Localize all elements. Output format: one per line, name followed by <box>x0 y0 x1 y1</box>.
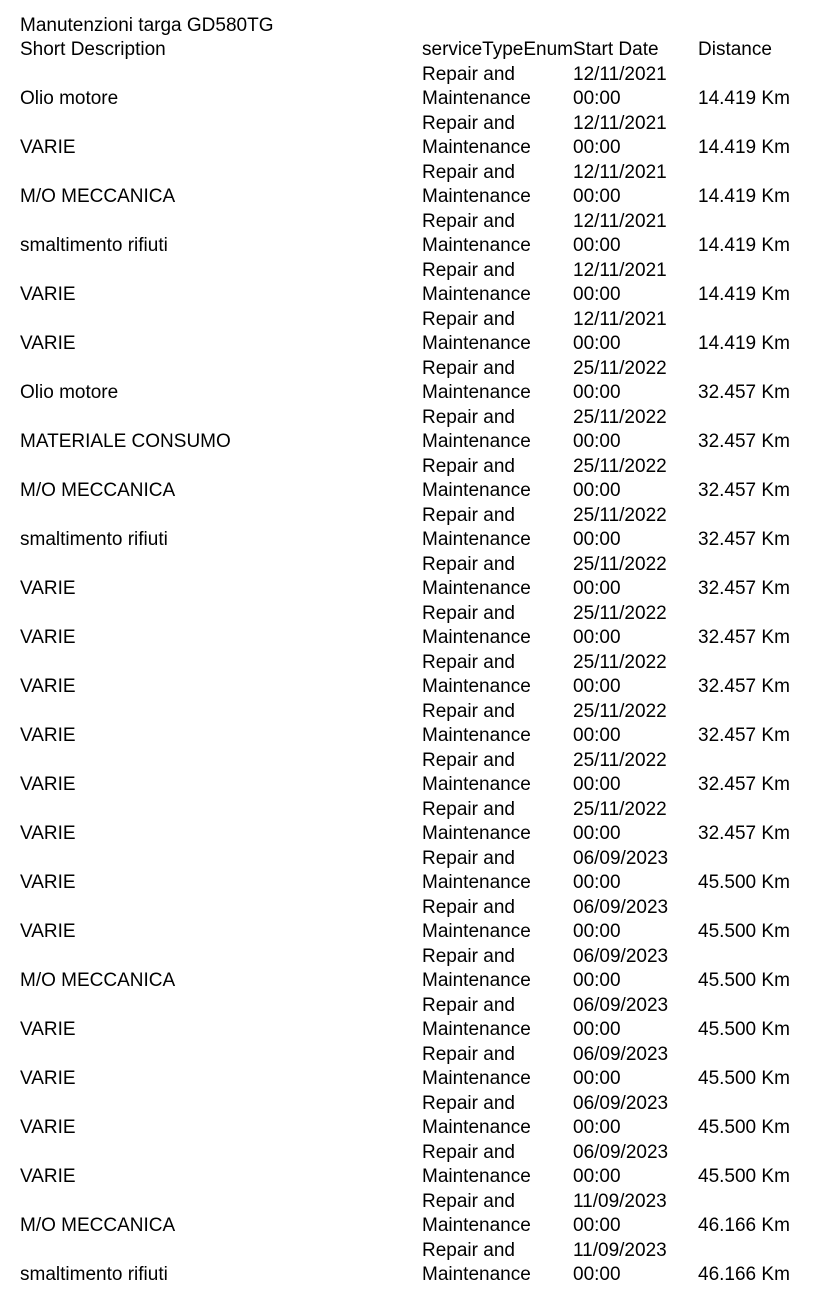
start-date-day: 12/11/2021 <box>573 112 667 134</box>
cell-short-description: VARIE <box>20 725 76 746</box>
start-date-day: 25/11/2022 <box>573 651 667 673</box>
table-row <box>20 749 818 798</box>
cell-start-date <box>573 945 698 994</box>
column-header-short-description: Short Description <box>20 39 166 60</box>
cell-service-type <box>422 1141 573 1190</box>
start-date-time: 00:00 <box>573 676 621 697</box>
cell-service-type <box>422 357 573 406</box>
start-date-day: 25/11/2022 <box>573 798 667 820</box>
cell-distance: 45.500 Km <box>698 1117 790 1138</box>
cell-distance: 45.500 Km <box>698 872 790 893</box>
service-type-line-2: Maintenance <box>422 1264 531 1285</box>
table-row <box>20 1043 818 1092</box>
service-type-line-1: Repair and <box>422 1190 515 1212</box>
cell-short-description: M/O MECCANICA <box>20 186 176 207</box>
start-date-time: 00:00 <box>573 382 621 403</box>
cell-service-type <box>422 602 573 651</box>
cell-service-type <box>422 749 573 798</box>
cell-service-type <box>422 63 573 112</box>
table-row <box>20 553 818 602</box>
table-row <box>20 455 818 504</box>
start-date-time: 00:00 <box>573 529 621 550</box>
table-header-row <box>20 38 818 63</box>
cell-distance: 32.457 Km <box>698 382 790 403</box>
service-type-line-1: Repair and <box>422 504 515 526</box>
service-type-line-2: Maintenance <box>422 774 531 795</box>
cell-start-date <box>573 504 698 553</box>
start-date-time: 00:00 <box>573 137 621 158</box>
table-row <box>20 210 818 259</box>
cell-distance: 32.457 Km <box>698 529 790 550</box>
cell-service-type <box>422 406 573 455</box>
service-type-line-2: Maintenance <box>422 235 531 256</box>
start-date-time: 00:00 <box>573 88 621 109</box>
cell-distance: 32.457 Km <box>698 725 790 746</box>
cell-start-date <box>573 406 698 455</box>
table-row <box>20 602 818 651</box>
start-date-day: 25/11/2022 <box>573 700 667 722</box>
start-date-day: 25/11/2022 <box>573 749 667 771</box>
cell-service-type <box>422 455 573 504</box>
cell-service-type <box>422 847 573 896</box>
cell-distance: 45.500 Km <box>698 970 790 991</box>
service-type-line-2: Maintenance <box>422 1068 531 1089</box>
table-row <box>20 1092 818 1141</box>
start-date-day: 11/09/2023 <box>573 1190 667 1212</box>
cell-service-type <box>422 1239 573 1288</box>
maintenance-table <box>20 38 818 1288</box>
start-date-day: 25/11/2022 <box>573 602 667 624</box>
cell-start-date <box>573 896 698 945</box>
cell-distance: 32.457 Km <box>698 480 790 501</box>
cell-service-type <box>422 896 573 945</box>
cell-service-type <box>422 161 573 210</box>
service-type-line-1: Repair and <box>422 259 515 281</box>
service-type-line-1: Repair and <box>422 1239 515 1261</box>
service-type-line-1: Repair and <box>422 847 515 869</box>
cell-distance: 32.457 Km <box>698 774 790 795</box>
service-type-line-1: Repair and <box>422 798 515 820</box>
service-type-line-2: Maintenance <box>422 529 531 550</box>
table-row <box>20 700 818 749</box>
cell-short-description: VARIE <box>20 627 76 648</box>
cell-start-date <box>573 749 698 798</box>
table-row <box>20 308 818 357</box>
table-body <box>20 63 818 1288</box>
service-type-line-2: Maintenance <box>422 1117 531 1138</box>
service-type-line-1: Repair and <box>422 553 515 575</box>
cell-service-type <box>422 1043 573 1092</box>
cell-short-description: smaltimento rifiuti <box>20 529 168 550</box>
column-header-start-date: Start Date <box>573 39 659 60</box>
start-date-time: 00:00 <box>573 627 621 648</box>
service-type-line-1: Repair and <box>422 63 515 85</box>
cell-service-type <box>422 112 573 161</box>
start-date-day: 25/11/2022 <box>573 504 667 526</box>
service-type-line-2: Maintenance <box>422 333 531 354</box>
cell-start-date <box>573 1141 698 1190</box>
cell-short-description: VARIE <box>20 823 76 844</box>
cell-start-date <box>573 651 698 700</box>
cell-start-date <box>573 1190 698 1239</box>
cell-short-description: VARIE <box>20 676 76 697</box>
service-type-line-2: Maintenance <box>422 872 531 893</box>
cell-short-description: smaltimento rifiuti <box>20 235 168 256</box>
start-date-day: 06/09/2023 <box>573 1141 669 1163</box>
service-type-line-2: Maintenance <box>422 725 531 746</box>
cell-short-description: VARIE <box>20 578 76 599</box>
cell-start-date <box>573 994 698 1043</box>
table-row <box>20 406 818 455</box>
service-type-line-2: Maintenance <box>422 1166 531 1187</box>
service-type-line-1: Repair and <box>422 651 515 673</box>
service-type-line-1: Repair and <box>422 1092 515 1114</box>
service-type-line-2: Maintenance <box>422 823 531 844</box>
cell-start-date <box>573 63 698 112</box>
start-date-time: 00:00 <box>573 333 621 354</box>
start-date-time: 00:00 <box>573 1166 621 1187</box>
cell-start-date <box>573 308 698 357</box>
service-type-line-2: Maintenance <box>422 676 531 697</box>
start-date-time: 00:00 <box>573 725 621 746</box>
report-title: Manutenzioni targa GD580TG <box>20 15 274 36</box>
cell-short-description: Olio motore <box>20 88 119 109</box>
cell-service-type <box>422 210 573 259</box>
table-row <box>20 798 818 847</box>
start-date-day: 12/11/2021 <box>573 161 667 183</box>
cell-start-date <box>573 210 698 259</box>
table-row <box>20 1239 818 1288</box>
cell-service-type <box>422 798 573 847</box>
cell-service-type <box>422 994 573 1043</box>
cell-start-date <box>573 602 698 651</box>
service-type-line-1: Repair and <box>422 1043 515 1065</box>
service-type-line-2: Maintenance <box>422 382 531 403</box>
start-date-day: 06/09/2023 <box>573 1043 669 1065</box>
service-type-line-2: Maintenance <box>422 921 531 942</box>
service-type-line-1: Repair and <box>422 896 515 918</box>
cell-short-description: VARIE <box>20 284 76 305</box>
cell-start-date <box>573 798 698 847</box>
table-row <box>20 945 818 994</box>
start-date-time: 00:00 <box>573 872 621 893</box>
cell-short-description: VARIE <box>20 921 76 942</box>
cell-service-type <box>422 945 573 994</box>
table-row <box>20 1190 818 1239</box>
table-row <box>20 161 818 210</box>
cell-start-date <box>573 847 698 896</box>
table-row <box>20 357 818 406</box>
cell-short-description: VARIE <box>20 333 76 354</box>
cell-distance: 46.166 Km <box>698 1264 790 1285</box>
service-type-line-2: Maintenance <box>422 970 531 991</box>
cell-short-description: VARIE <box>20 872 76 893</box>
start-date-time: 00:00 <box>573 578 621 599</box>
service-type-line-2: Maintenance <box>422 431 531 452</box>
cell-distance: 14.419 Km <box>698 186 790 207</box>
column-header-distance: Distance <box>698 39 772 60</box>
start-date-time: 00:00 <box>573 1068 621 1089</box>
cell-start-date <box>573 1043 698 1092</box>
start-date-day: 25/11/2022 <box>573 357 667 379</box>
start-date-day: 06/09/2023 <box>573 896 669 918</box>
start-date-time: 00:00 <box>573 431 621 452</box>
table-row <box>20 994 818 1043</box>
cell-distance: 45.500 Km <box>698 1068 790 1089</box>
start-date-time: 00:00 <box>573 774 621 795</box>
cell-short-description: M/O MECCANICA <box>20 970 176 991</box>
cell-distance: 46.166 Km <box>698 1215 790 1236</box>
start-date-time: 00:00 <box>573 1117 621 1138</box>
cell-distance: 32.457 Km <box>698 627 790 648</box>
cell-start-date <box>573 357 698 406</box>
service-type-line-1: Repair and <box>422 602 515 624</box>
start-date-time: 00:00 <box>573 480 621 501</box>
start-date-day: 12/11/2021 <box>573 259 667 281</box>
cell-short-description: M/O MECCANICA <box>20 480 176 501</box>
start-date-day: 12/11/2021 <box>573 63 667 85</box>
cell-distance: 14.419 Km <box>698 333 790 354</box>
start-date-day: 06/09/2023 <box>573 994 669 1016</box>
cell-distance: 45.500 Km <box>698 1166 790 1187</box>
service-type-line-1: Repair and <box>422 210 515 232</box>
cell-distance: 32.457 Km <box>698 823 790 844</box>
service-type-line-1: Repair and <box>422 112 515 134</box>
start-date-time: 00:00 <box>573 921 621 942</box>
table-row <box>20 896 818 945</box>
service-type-line-1: Repair and <box>422 1141 515 1163</box>
start-date-day: 06/09/2023 <box>573 945 669 967</box>
start-date-day: 25/11/2022 <box>573 553 667 575</box>
cell-short-description: smaltimento rifiuti <box>20 1264 168 1285</box>
cell-short-description: VARIE <box>20 1019 76 1040</box>
start-date-day: 12/11/2021 <box>573 308 667 330</box>
cell-short-description: VARIE <box>20 1166 76 1187</box>
service-type-line-1: Repair and <box>422 308 515 330</box>
table-row <box>20 63 818 112</box>
cell-start-date <box>573 161 698 210</box>
start-date-time: 00:00 <box>573 235 621 256</box>
cell-service-type <box>422 700 573 749</box>
start-date-time: 00:00 <box>573 1215 621 1236</box>
start-date-day: 06/09/2023 <box>573 847 669 869</box>
start-date-day: 25/11/2022 <box>573 406 667 428</box>
cell-distance: 45.500 Km <box>698 921 790 942</box>
cell-start-date <box>573 553 698 602</box>
cell-start-date <box>573 259 698 308</box>
table-row <box>20 651 818 700</box>
start-date-day: 06/09/2023 <box>573 1092 669 1114</box>
cell-distance: 14.419 Km <box>698 284 790 305</box>
service-type-line-1: Repair and <box>422 455 515 477</box>
service-type-line-1: Repair and <box>422 945 515 967</box>
cell-start-date <box>573 1092 698 1141</box>
cell-short-description: MATERIALE CONSUMO <box>20 431 231 452</box>
cell-distance: 32.457 Km <box>698 431 790 452</box>
cell-service-type <box>422 651 573 700</box>
start-date-time: 00:00 <box>573 1264 621 1285</box>
service-type-line-2: Maintenance <box>422 1019 531 1040</box>
table-row <box>20 847 818 896</box>
start-date-time: 00:00 <box>573 1019 621 1040</box>
cell-start-date <box>573 1239 698 1288</box>
cell-distance: 45.500 Km <box>698 1019 790 1040</box>
table-row <box>20 259 818 308</box>
start-date-day: 11/09/2023 <box>573 1239 667 1261</box>
service-type-line-2: Maintenance <box>422 186 531 207</box>
table-row <box>20 504 818 553</box>
cell-service-type <box>422 308 573 357</box>
service-type-line-1: Repair and <box>422 994 515 1016</box>
service-type-line-2: Maintenance <box>422 578 531 599</box>
service-type-line-1: Repair and <box>422 700 515 722</box>
cell-distance: 14.419 Km <box>698 88 790 109</box>
cell-short-description: M/O MECCANICA <box>20 1215 176 1236</box>
table-row <box>20 1141 818 1190</box>
cell-start-date <box>573 700 698 749</box>
cell-service-type <box>422 1190 573 1239</box>
cell-short-description: VARIE <box>20 137 76 158</box>
service-type-line-2: Maintenance <box>422 88 531 109</box>
start-date-time: 00:00 <box>573 186 621 207</box>
service-type-line-2: Maintenance <box>422 627 531 648</box>
column-header-service-type: serviceTypeEnum <box>422 39 574 60</box>
service-type-line-1: Repair and <box>422 749 515 771</box>
cell-service-type <box>422 1092 573 1141</box>
service-type-line-2: Maintenance <box>422 284 531 305</box>
cell-short-description: Olio motore <box>20 382 119 403</box>
service-type-line-2: Maintenance <box>422 137 531 158</box>
cell-service-type <box>422 504 573 553</box>
service-type-line-1: Repair and <box>422 357 515 379</box>
cell-service-type <box>422 553 573 602</box>
cell-short-description: VARIE <box>20 774 76 795</box>
start-date-day: 12/11/2021 <box>573 210 667 232</box>
table-row <box>20 112 818 161</box>
cell-distance: 32.457 Km <box>698 578 790 599</box>
cell-service-type <box>422 259 573 308</box>
service-type-line-1: Repair and <box>422 406 515 428</box>
cell-short-description: VARIE <box>20 1068 76 1089</box>
start-date-day: 25/11/2022 <box>573 455 667 477</box>
cell-distance: 14.419 Km <box>698 137 790 158</box>
cell-short-description: VARIE <box>20 1117 76 1138</box>
cell-start-date <box>573 455 698 504</box>
start-date-time: 00:00 <box>573 823 621 844</box>
cell-distance: 14.419 Km <box>698 235 790 256</box>
service-type-line-2: Maintenance <box>422 480 531 501</box>
start-date-time: 00:00 <box>573 970 621 991</box>
service-type-line-1: Repair and <box>422 161 515 183</box>
service-type-line-2: Maintenance <box>422 1215 531 1236</box>
start-date-time: 00:00 <box>573 284 621 305</box>
cell-start-date <box>573 112 698 161</box>
cell-distance: 32.457 Km <box>698 676 790 697</box>
